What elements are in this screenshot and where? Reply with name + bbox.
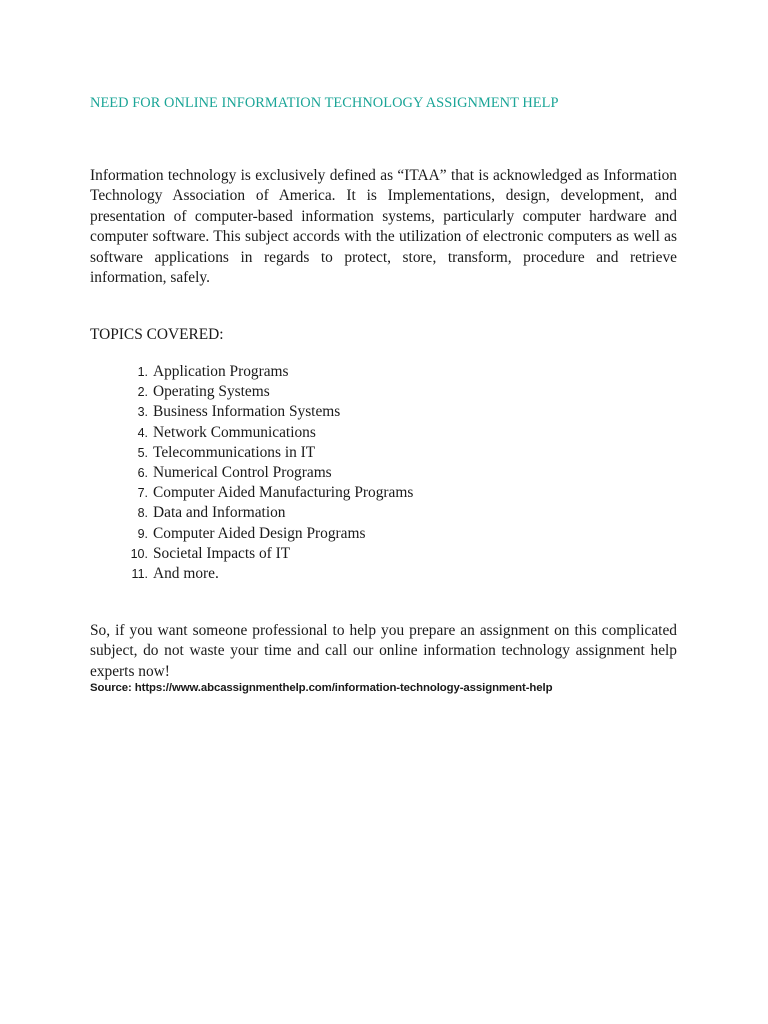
list-item-text: Numerical Control Programs <box>153 463 332 481</box>
source-line <box>90 682 552 694</box>
list-item-text: Telecommunications in IT <box>153 443 316 461</box>
list-item-number: 9. <box>137 526 148 541</box>
list-item-number: 3. <box>137 405 148 420</box>
list-item-number: 2. <box>137 385 148 400</box>
source-link[interactable]: https://www.abcassignmenthelp.com/information-technology-assignment-help <box>134 682 553 694</box>
list-item-text: Application Programs <box>153 363 289 380</box>
list-item-number: 5. <box>137 445 148 460</box>
list-item-text: Societal Impacts of IT <box>153 544 291 562</box>
list-item-number: 7. <box>137 486 148 501</box>
list-item-number: 10. <box>130 546 148 561</box>
list-item-number: 1. <box>137 365 148 379</box>
list-item-number: 6. <box>137 465 148 480</box>
closing-paragraph: So, if you want someone professional to help you prepare an assignment on this complicated subject, do not waste your time and call our online information technology assignment help experts now! <box>90 622 677 680</box>
list-item-number: 4. <box>137 425 148 440</box>
list-item-text: Network Communications <box>153 423 316 441</box>
topics-heading: TOPICS COVERED: <box>90 326 224 343</box>
source-label: Source: <box>90 682 135 694</box>
list-item-number: 8. <box>137 506 148 521</box>
list-item-text: Computer Aided Design Programs <box>153 524 366 542</box>
document-title: NEED FOR ONLINE INFORMATION TECHNOLOGY ASSIGNMENT HELP <box>90 95 559 111</box>
intro-paragraph: Information technology is exclusively defined as “ITAA” that is acknowledged as Information Technology Association of America. It is Implementations, design, development, and presentation of computer-based information systems, particularly computer hardware and computer software. This subject accords with the utilization of electronic computers as well as software applications in regards to protect, store, transform, procedure and retrieve information, safely. <box>90 167 677 287</box>
list-item-number: 11. <box>131 566 148 581</box>
list-item-text: Data and Information <box>153 504 286 522</box>
list-item-text: Computer Aided Manufacturing Programs <box>153 484 414 502</box>
list-item-text: And more. <box>153 564 219 582</box>
list-item-text: Business Information Systems <box>153 403 341 421</box>
list-item-text: Operating Systems <box>153 383 270 401</box>
